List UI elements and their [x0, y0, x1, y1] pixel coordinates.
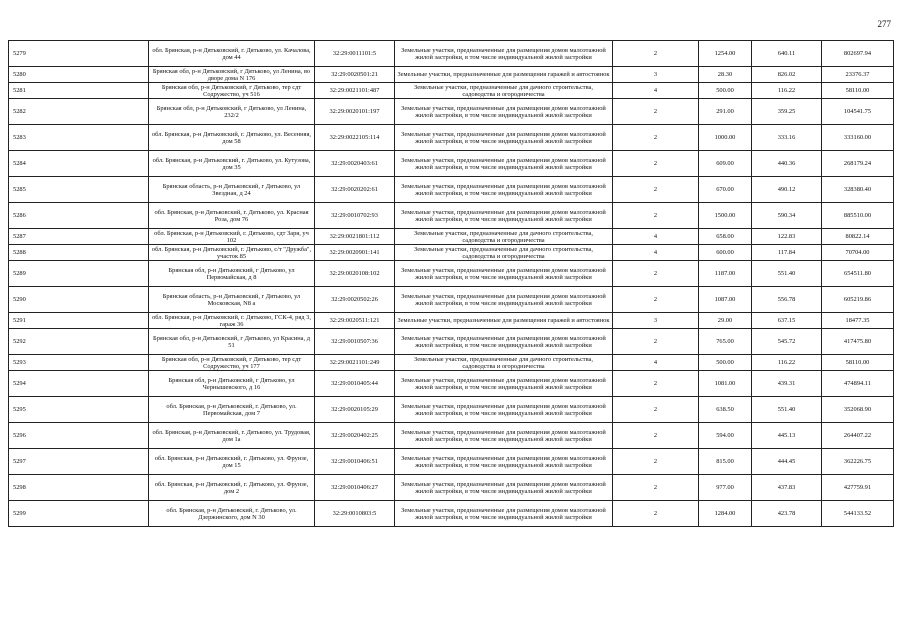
address-cell: обл. Брянская, р-н Дятьковский, г. Дятьково, ул. Первомайская, дом 7	[149, 397, 315, 423]
row-number-cell: 5287	[9, 229, 149, 245]
land-use-category-cell: Земельные участки, предназначенные для размещения домов малоэтажной жилой застройки, в том числе индивидуальной жилой застройки	[395, 125, 613, 151]
land-use-category-cell: Земельные участки, предназначенные для размещения домов малоэтажной жилой застройки, в том числе индивидуальной жилой застройки	[395, 99, 613, 125]
specific-value-cell: 440.36	[752, 151, 822, 177]
land-use-category-cell: Земельные участки, предназначенные для дачного строительства, садоводства и огородничества	[395, 229, 613, 245]
table-row	[9, 203, 894, 229]
address-cell: Брянская область, р-н Дятьковский, г Дятьково, ул Звездная, д 24	[149, 177, 315, 203]
address-cell: обл. Брянская, р-н Дятьковский, г. Дятьково, ул. Качалова, дом 44	[149, 41, 315, 67]
land-use-category-cell: Земельные участки, предназначенные для размещения домов малоэтажной жилой застройки, в том числе индивидуальной жилой застройки	[395, 287, 613, 313]
land-use-category-cell: Земельные участки, предназначенные для размещения домов малоэтажной жилой застройки, в том числе индивидуальной жилой застройки	[395, 449, 613, 475]
land-use-category-cell: Земельные участки, предназначенные для размещения домов малоэтажной жилой застройки, в том числе индивидуальной жилой застройки	[395, 397, 613, 423]
row-number-cell: 5279	[9, 41, 149, 67]
row-number-cell: 5283	[9, 125, 149, 151]
table-row	[9, 177, 894, 203]
group-code-cell: 4	[613, 229, 699, 245]
specific-value-cell: 637.15	[752, 313, 822, 329]
row-number-cell: 5289	[9, 261, 149, 287]
row-number-cell: 5291	[9, 313, 149, 329]
cadastral-value-cell: 80822.14	[822, 229, 894, 245]
address-cell: обл. Брянская, р-н Дятьковский, г. Дятьково, ул. Фрунзе, дом 15	[149, 449, 315, 475]
area-cell: 670.00	[699, 177, 752, 203]
specific-value-cell: 116.22	[752, 355, 822, 371]
table-row	[9, 449, 894, 475]
cadastral-number-cell: 32:29:0010702:93	[315, 203, 395, 229]
row-number-cell: 5281	[9, 83, 149, 99]
address-cell: Брянская обл, р-н Дятьковский, г Дятьково, ул Красина, д 51	[149, 329, 315, 355]
area-cell: 594.00	[699, 423, 752, 449]
specific-value-cell: 445.13	[752, 423, 822, 449]
specific-value-cell: 359.25	[752, 99, 822, 125]
specific-value-cell: 551.40	[752, 261, 822, 287]
specific-value-cell: 444.45	[752, 449, 822, 475]
area-cell: 1081.00	[699, 371, 752, 397]
cadastral-number-cell: 32:29:0011101:5	[315, 41, 395, 67]
land-use-category-cell: Земельные участки, предназначенные для дачного строительства, садоводства и огородничества	[395, 355, 613, 371]
address-cell: Брянская обл, р-н Дятьковский, г Дятьково, тер сдт Содружество, уч 177	[149, 355, 315, 371]
group-code-cell: 3	[613, 313, 699, 329]
area-cell: 500.00	[699, 355, 752, 371]
row-number-cell: 5296	[9, 423, 149, 449]
cadastral-value-cell: 802697.94	[822, 41, 894, 67]
row-number-cell: 5284	[9, 151, 149, 177]
address-cell: обл. Брянская, р-н Дятьковский, г. Дятьково, ул. Кутузова, дом 35	[149, 151, 315, 177]
cadastral-number-cell: 32:29:0021801:112	[315, 229, 395, 245]
group-code-cell: 2	[613, 449, 699, 475]
row-number-cell: 5298	[9, 475, 149, 501]
row-number-cell: 5288	[9, 245, 149, 261]
group-code-cell: 3	[613, 67, 699, 83]
land-use-category-cell: Земельные участки, предназначенные для размещения домов малоэтажной жилой застройки, в том числе индивидуальной жилой застройки	[395, 177, 613, 203]
area-cell: 291.00	[699, 99, 752, 125]
cadastral-value-cell: 328380.40	[822, 177, 894, 203]
cadastral-value-cell: 58110.00	[822, 83, 894, 99]
land-use-category-cell: Земельные участки, предназначенные для размещения домов малоэтажной жилой застройки, в том числе индивидуальной жилой застройки	[395, 423, 613, 449]
area-cell: 1087.00	[699, 287, 752, 313]
address-cell: Брянская область, р-н Дятьковский, г Дятьково, ул Московская, N8 а	[149, 287, 315, 313]
address-cell: Брянская обл, р-н Дятьковский, г Дятьково, ул Чернышевского, д 16	[149, 371, 315, 397]
address-cell: обл. Брянская, р-н Дятьковский, г. Дятьково, с/т "Дружба", участок 85	[149, 245, 315, 261]
table-row	[9, 245, 894, 261]
group-code-cell: 2	[613, 501, 699, 527]
group-code-cell: 2	[613, 329, 699, 355]
area-cell: 815.00	[699, 449, 752, 475]
page-number: 277	[877, 19, 891, 29]
group-code-cell: 4	[613, 245, 699, 261]
table-row	[9, 397, 894, 423]
table-row	[9, 229, 894, 245]
cadastral-number-cell: 32:29:0010507:36	[315, 329, 395, 355]
specific-value-cell: 439.31	[752, 371, 822, 397]
table-row	[9, 475, 894, 501]
cadastral-value-cell: 18477.35	[822, 313, 894, 329]
cadastral-number-cell: 32:29:0022105:114	[315, 125, 395, 151]
table-row	[9, 99, 894, 125]
area-cell: 29.00	[699, 313, 752, 329]
land-use-category-cell: Земельные участки, предназначенные для размещения гаражей и автостоянок	[395, 67, 613, 83]
row-number-cell: 5280	[9, 67, 149, 83]
land-use-category-cell: Земельные участки, предназначенные для размещения гаражей и автостоянок	[395, 313, 613, 329]
cadastral-value-cell: 70704.00	[822, 245, 894, 261]
address-cell: обл. Брянская, р-н Дятьковский, г. Дятьково, сдт Заря, уч 102	[149, 229, 315, 245]
table-row	[9, 67, 894, 83]
row-number-cell: 5286	[9, 203, 149, 229]
address-cell: Брянская обл, р-н Дятьковский, г Дятьково, тер сдт Содружество, уч 516	[149, 83, 315, 99]
cadastral-number-cell: 32:29:0021101:487	[315, 83, 395, 99]
table-row	[9, 41, 894, 67]
group-code-cell: 2	[613, 203, 699, 229]
row-number-cell: 5297	[9, 449, 149, 475]
table-row	[9, 83, 894, 99]
specific-value-cell: 117.84	[752, 245, 822, 261]
cadastral-number-cell: 32:29:0020202:61	[315, 177, 395, 203]
area-cell: 765.00	[699, 329, 752, 355]
cadastral-value-cell: 427759.91	[822, 475, 894, 501]
row-number-cell: 5299	[9, 501, 149, 527]
area-cell: 28.30	[699, 67, 752, 83]
row-number-cell: 5282	[9, 99, 149, 125]
specific-value-cell: 556.78	[752, 287, 822, 313]
cadastral-value-cell: 104541.75	[822, 99, 894, 125]
table-row	[9, 371, 894, 397]
cadastral-value-cell: 544133.52	[822, 501, 894, 527]
cadastral-value-cell: 268179.24	[822, 151, 894, 177]
row-number-cell: 5293	[9, 355, 149, 371]
group-code-cell: 2	[613, 475, 699, 501]
table-row	[9, 261, 894, 287]
table-row	[9, 355, 894, 371]
row-number-cell: 5295	[9, 397, 149, 423]
specific-value-cell: 590.34	[752, 203, 822, 229]
land-use-category-cell: Земельные участки, предназначенные для дачного строительства, садоводства и огородничества	[395, 245, 613, 261]
specific-value-cell: 333.16	[752, 125, 822, 151]
land-use-category-cell: Земельные участки, предназначенные для размещения домов малоэтажной жилой застройки, в том числе индивидуальной жилой застройки	[395, 203, 613, 229]
cadastral-number-cell: 32:29:0020502:26	[315, 287, 395, 313]
group-code-cell: 2	[613, 125, 699, 151]
row-number-cell: 5292	[9, 329, 149, 355]
cadastral-number-cell: 32:29:0020402:25	[315, 423, 395, 449]
area-cell: 609.00	[699, 151, 752, 177]
cadastral-number-cell: 32:29:0020501:21	[315, 67, 395, 83]
group-code-cell: 2	[613, 99, 699, 125]
area-cell: 1284.00	[699, 501, 752, 527]
cadastral-value-cell: 885510.00	[822, 203, 894, 229]
table-row	[9, 125, 894, 151]
area-cell: 638.50	[699, 397, 752, 423]
address-cell: обл. Брянская, р-н Дятьковский, г. Дятьково, ГСК-4, ряд 3, гараж 36	[149, 313, 315, 329]
land-use-category-cell: Земельные участки, предназначенные для размещения домов малоэтажной жилой застройки, в том числе индивидуальной жилой застройки	[395, 501, 613, 527]
land-use-category-cell: Земельные участки, предназначенные для размещения домов малоэтажной жилой застройки, в том числе индивидуальной жилой застройки	[395, 329, 613, 355]
area-cell: 1187.00	[699, 261, 752, 287]
row-number-cell: 5285	[9, 177, 149, 203]
cadastral-number-cell: 32:29:0020105:29	[315, 397, 395, 423]
cadastral-number-cell: 32:29:0020101:197	[315, 99, 395, 125]
area-cell: 1254.00	[699, 41, 752, 67]
specific-value-cell: 423.78	[752, 501, 822, 527]
table-row	[9, 287, 894, 313]
cadastral-value-cell: 362226.75	[822, 449, 894, 475]
area-cell: 1000.00	[699, 125, 752, 151]
land-use-category-cell: Земельные участки, предназначенные для размещения домов малоэтажной жилой застройки, в том числе индивидуальной жилой застройки	[395, 41, 613, 67]
specific-value-cell: 545.72	[752, 329, 822, 355]
cadastral-value-table	[8, 40, 894, 527]
specific-value-cell: 122.83	[752, 229, 822, 245]
cadastral-number-cell: 32:29:0010406:51	[315, 449, 395, 475]
land-use-category-cell: Земельные участки, предназначенные для размещения домов малоэтажной жилой застройки, в том числе индивидуальной жилой застройки	[395, 151, 613, 177]
cadastral-value-cell: 352068.90	[822, 397, 894, 423]
table-row	[9, 423, 894, 449]
table-row	[9, 329, 894, 355]
address-cell: Брянская обл, р-н Дятьковский, г Дятьково, ул Ленина, во дворе дома N 176	[149, 67, 315, 83]
group-code-cell: 4	[613, 355, 699, 371]
row-number-cell: 5290	[9, 287, 149, 313]
row-number-cell: 5294	[9, 371, 149, 397]
group-code-cell: 2	[613, 151, 699, 177]
land-use-category-cell: Земельные участки, предназначенные для дачного строительства, садоводства и огородничества	[395, 83, 613, 99]
cadastral-value-cell: 23376.37	[822, 67, 894, 83]
area-cell: 600.00	[699, 245, 752, 261]
group-code-cell: 4	[613, 83, 699, 99]
group-code-cell: 2	[613, 177, 699, 203]
cadastral-number-cell: 32:29:0021101:249	[315, 355, 395, 371]
cadastral-number-cell: 32:29:0010405:44	[315, 371, 395, 397]
area-cell: 1500.00	[699, 203, 752, 229]
group-code-cell: 2	[613, 287, 699, 313]
land-use-category-cell: Земельные участки, предназначенные для размещения домов малоэтажной жилой застройки, в том числе индивидуальной жилой застройки	[395, 371, 613, 397]
specific-value-cell: 116.22	[752, 83, 822, 99]
group-code-cell: 2	[613, 261, 699, 287]
cadastral-value-cell: 654511.80	[822, 261, 894, 287]
group-code-cell: 2	[613, 423, 699, 449]
cadastral-number-cell: 32:29:0020403:61	[315, 151, 395, 177]
area-cell: 977.00	[699, 475, 752, 501]
address-cell: обл. Брянская, р-н Дятьковский, г. Дятьково, ул. Весенняя, дом 58	[149, 125, 315, 151]
specific-value-cell: 551.40	[752, 397, 822, 423]
cadastral-value-cell: 264407.22	[822, 423, 894, 449]
cadastral-number-cell: 32:29:0010803:5	[315, 501, 395, 527]
land-use-category-cell: Земельные участки, предназначенные для размещения домов малоэтажной жилой застройки, в том числе индивидуальной жилой застройки	[395, 261, 613, 287]
area-cell: 658.00	[699, 229, 752, 245]
area-cell: 500.00	[699, 83, 752, 99]
cadastral-number-cell: 32:29:0020108:102	[315, 261, 395, 287]
table-body	[9, 41, 894, 527]
specific-value-cell: 640.11	[752, 41, 822, 67]
cadastral-number-cell: 32:29:0010406:27	[315, 475, 395, 501]
specific-value-cell: 437.83	[752, 475, 822, 501]
cadastral-number-cell: 32:29:0020901:141	[315, 245, 395, 261]
address-cell: обл. Брянская, р-н Дятьковский, г. Дятьково, ул. Фрунзе, дом 2	[149, 475, 315, 501]
table-row	[9, 151, 894, 177]
cadastral-value-cell: 417475.80	[822, 329, 894, 355]
address-cell: Брянская обл, р-н Дятьковский, г Дятьково, ул Первомайская, д 8	[149, 261, 315, 287]
cadastral-value-cell: 605219.86	[822, 287, 894, 313]
group-code-cell: 2	[613, 371, 699, 397]
specific-value-cell: 826.02	[752, 67, 822, 83]
table-row	[9, 313, 894, 329]
group-code-cell: 2	[613, 41, 699, 67]
address-cell: обл. Брянская, р-н Дятьковский, г. Дятьково, ул. Красная Роза, дом 76	[149, 203, 315, 229]
cadastral-value-cell: 58110.00	[822, 355, 894, 371]
table-row	[9, 501, 894, 527]
cadastral-value-cell: 333160.00	[822, 125, 894, 151]
address-cell: Брянская обл, р-н Дятьковский, г Дятьково, ул Ленина, 232/2	[149, 99, 315, 125]
cadastral-value-cell: 474894.11	[822, 371, 894, 397]
address-cell: обл. Брянская, р-н Дятьковский, г. Дятьково, ул. Дзержинского, дом N 30	[149, 501, 315, 527]
specific-value-cell: 490.12	[752, 177, 822, 203]
land-use-category-cell: Земельные участки, предназначенные для размещения домов малоэтажной жилой застройки, в том числе индивидуальной жилой застройки	[395, 475, 613, 501]
group-code-cell: 2	[613, 397, 699, 423]
address-cell: обл. Брянская, р-н Дятьковский, г. Дятьково, ул. Трудовая, дом 1а	[149, 423, 315, 449]
cadastral-number-cell: 32:29:0020511:121	[315, 313, 395, 329]
